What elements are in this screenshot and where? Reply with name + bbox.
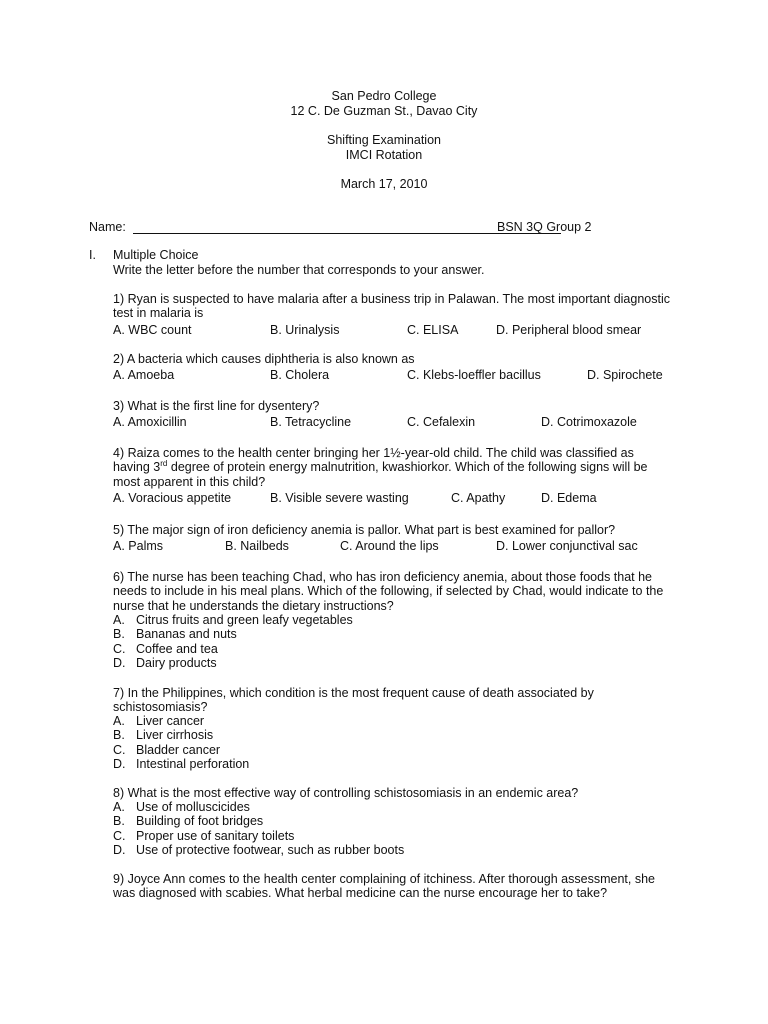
- option-b[interactable]: B. Urinalysis: [270, 322, 340, 337]
- option-b[interactable]: B. Visible severe wasting: [270, 491, 409, 506]
- options-list: [113, 714, 249, 772]
- question-4: [113, 446, 673, 507]
- question-stem: 6) The nurse has been teaching Chad, who has iron deficiency anemia, about those foods that he needs to include in his meal plans. Which of the following, if selected by Chad, would indicate to the nurse that he understands the dietary instructions?: [113, 570, 664, 613]
- option-b[interactable]: B. Building of foot bridges: [113, 814, 264, 829]
- option-c[interactable]: C. ELISA: [407, 322, 459, 337]
- option-d[interactable]: D. Spirochete: [587, 368, 663, 383]
- option-c[interactable]: C. Proper use of sanitary toilets: [113, 828, 295, 843]
- option-a[interactable]: A. Amoxicillin: [113, 415, 187, 430]
- question-3: [113, 399, 673, 431]
- exam-date: March 17, 2010: [340, 177, 428, 191]
- option-c[interactable]: C. Klebs-loeffler bacillus: [407, 368, 541, 383]
- question-8: [113, 786, 673, 800]
- option-b[interactable]: B. Liver cirrhosis: [113, 728, 214, 743]
- options-row: [113, 491, 673, 507]
- name-label: Name:: [89, 220, 126, 234]
- option-a[interactable]: A. Voracious appetite: [113, 491, 232, 506]
- document-header: [0, 89, 768, 192]
- section-instruction: Write the letter before the number that corresponds to your answer.: [113, 263, 485, 277]
- question-stem: 4) Raiza comes to the health center bringing her 1½-year-old child. The child was classified as having 3rd degree of protein energy malnutrition, kwashiorkor. Which of the following signs will be most apparent in this child?: [113, 446, 648, 489]
- name-row: [89, 220, 709, 236]
- question-stem: 5) The major sign of iron deficiency anemia is pallor. What part is best examined for pallor?: [113, 523, 616, 537]
- option-b[interactable]: B. Cholera: [270, 368, 330, 383]
- option-a[interactable]: A. WBC count: [113, 322, 192, 337]
- question-stem: 9) Joyce Ann comes to the health center complaining of itchiness. After thorough assessment, she was diagnosed with scabies. What herbal medicine can the nurse encourage her to take?: [113, 872, 655, 901]
- question-stem: 1) Ryan is suspected to have malaria after a business trip in Palawan. The most important diagnostic test in malaria is: [113, 292, 670, 321]
- option-d[interactable]: D. Peripheral blood smear: [496, 322, 642, 337]
- options-row: [113, 539, 673, 555]
- options-row: [113, 368, 673, 384]
- option-b[interactable]: B. Tetracycline: [270, 415, 352, 430]
- rotation-title: IMCI Rotation: [345, 148, 423, 162]
- question-stem: 7) In the Philippines, which condition is the most frequent cause of death associated by schistosomiasis?: [113, 686, 594, 715]
- question-7: [113, 686, 673, 715]
- college-address: 12 C. De Guzman St., Davao City: [290, 104, 478, 118]
- option-d[interactable]: D. Lower conjunctival sac: [496, 539, 638, 554]
- option-c[interactable]: C. Coffee and tea: [113, 641, 218, 656]
- option-a[interactable]: A. Amoeba: [113, 368, 175, 383]
- option-a[interactable]: A. Citrus fruits and green leafy vegetables: [113, 613, 353, 627]
- question-9: [113, 872, 673, 901]
- option-d[interactable]: D. Dairy products: [113, 656, 217, 671]
- college-name: San Pedro College: [331, 89, 437, 103]
- exam-title: Shifting Examination: [327, 133, 441, 147]
- option-c[interactable]: C. Cefalexin: [407, 415, 476, 430]
- option-d[interactable]: D. Edema: [541, 491, 597, 506]
- option-d[interactable]: D. Use of protective footwear, such as rubber boots: [113, 843, 405, 858]
- question-2: [113, 352, 673, 384]
- section-title: Multiple Choice: [113, 248, 199, 262]
- options-row: [113, 415, 673, 431]
- options-list: [113, 800, 404, 858]
- option-d[interactable]: D. Intestinal perforation: [113, 757, 250, 772]
- question-1: [113, 292, 673, 339]
- option-c[interactable]: C. Apathy: [451, 491, 506, 506]
- options-list: [113, 613, 353, 671]
- question-5: [113, 523, 673, 555]
- option-b[interactable]: B. Nailbeds: [225, 539, 289, 554]
- section-number: I.: [89, 248, 96, 262]
- question-stem: 3) What is the first line for dysentery?: [113, 399, 320, 413]
- option-b[interactable]: B. Bananas and nuts: [113, 627, 237, 642]
- option-d[interactable]: D. Cotrimoxazole: [541, 415, 637, 430]
- option-a[interactable]: A. Palms: [113, 539, 164, 554]
- group-label: BSN 3Q Group 2: [497, 220, 592, 234]
- option-c[interactable]: C. Bladder cancer: [113, 742, 221, 757]
- option-a[interactable]: A. Use of molluscicides: [113, 800, 250, 814]
- options-row: [113, 323, 673, 339]
- option-a[interactable]: A. Liver cancer: [113, 714, 205, 728]
- option-c[interactable]: C. Around the lips: [340, 539, 439, 554]
- question-6: [113, 570, 673, 613]
- question-stem: 2) A bacteria which causes diphtheria is also known as: [113, 352, 415, 366]
- question-stem: 8) What is the most effective way of controlling schistosomiasis in an endemic area?: [113, 786, 579, 800]
